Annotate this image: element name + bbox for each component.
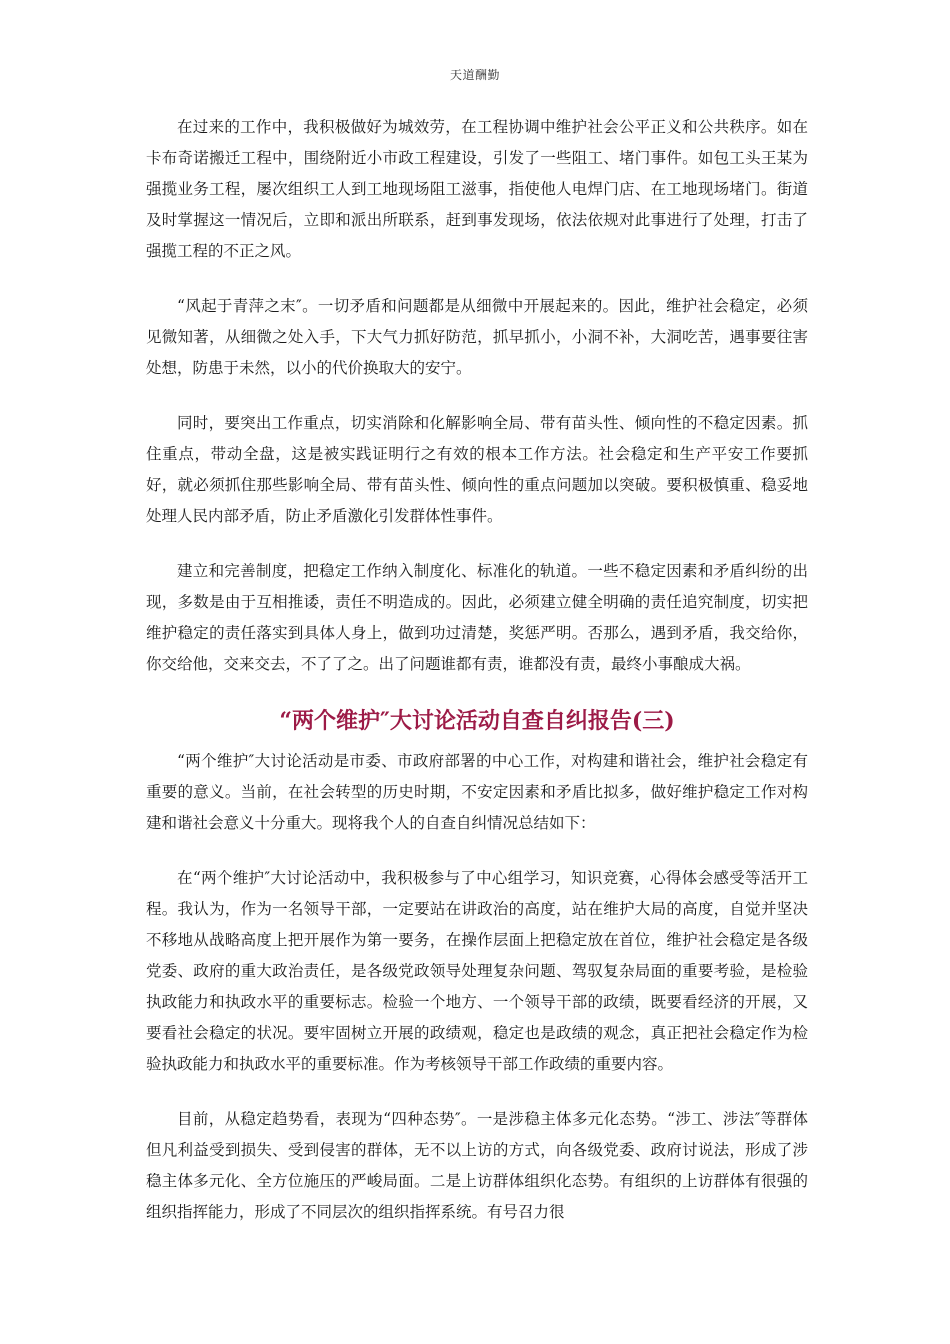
- paragraph: 目前，从稳定趋势看，表现为“四种态势″。一是涉稳主体多元化态势。“涉工、涉法″等群体但凡利益受到损失、受到侵害的群体，无不以上访的方式，向各级党委、政府讨说法，形成了涉稳主体多元化、全方位施压的严峻局面。二是上访群体组织化态势。有组织的上访群体有很强的组织指挥能力，形成了不同层次的组织指挥系统。有号召力很: [146, 1110, 808, 1221]
- paragraph: 同时，要突出工作重点，切实消除和化解影响全局、带有苗头性、倾向性的不稳定因素。抓住重点，带动全盘，这是被实践证明行之有效的根本工作方法。社会稳定和生产平安工作要抓好，就必须抓住那些影响全局、带有苗头性、倾向性的重点问题加以突破。要积极慎重、稳妥地处理人民内部矛盾，防止矛盾激化引发群体性事件。: [146, 414, 808, 525]
- page-header: 天道酬勤: [449, 68, 500, 82]
- paragraph: “风起于青萍之末″。一切矛盾和问题都是从细微中开展起来的。因此，维护社会稳定，必须见微知著，从细微之处入手，下大气力抓好防范，抓早抓小，小洞不补，大洞吃苦，遇事要往害处想，防患于未然，以小的代价换取大的安宁。: [146, 297, 808, 377]
- paragraph: “两个维护″大讨论活动是市委、市政府部署的中心工作，对构建和谐社会，维护社会稳定有重要的意义。当前，在社会转型的历史时期，不安定因素和矛盾比拟多，做好维护稳定工作对构建和谐社会意义十分重大。现将我个人的自查自纠情况总结如下：: [146, 752, 808, 832]
- paragraph: 在过来的工作中，我积极做好为城效劳，在工程协调中维护社会公平正义和公共秩序。如在卡布奇诺搬迁工程中，围绕附近小市政工程建设，引发了一些阻工、堵门事件。如包工头王某为强揽业务工程，屡次组织工人到工地现场阻工滋事，指使他人电焊门店、在工地现场堵门。街道及时掌握这一情况后，立即和派出所联系，赶到事发现场，依法依规对此事进行了处理，打击了强揽工程的不正之风。: [146, 118, 808, 260]
- section-title: “两个维护″大讨论活动自查自纠报告(三): [279, 708, 675, 734]
- paragraph: 在“两个维护″大讨论活动中，我积极参与了中心组学习，知识竞赛，心得体会感受等活开工程。我认为，作为一名领导干部，一定要站在讲政治的高度，站在维护大局的高度，自觉并坚决不移地从战略高度上把开展作为第一要务，在操作层面上把稳定放在首位，维护社会稳定是各级党委、政府的重大政治责任，是各级党政领导处理复杂问题、驾驭复杂局面的重要考验，是检验执政能力和执政水平的重要标志。检验一个地方、一个领导干部的政绩，既要看经济的开展，又要看社会稳定的状况。要牢固树立开展的政绩观，稳定也是政绩的观念，真正把社会稳定作为检验执政能力和执政水平的重要标准。作为考核领导干部工作政绩的重要内容。: [146, 869, 808, 1073]
- paragraph: 建立和完善制度，把稳定工作纳入制度化、标准化的轨道。一些不稳定因素和矛盾纠纷的出现，多数是由于互相推诿，责任不明造成的。因此，必须建立健全明确的责任追究制度，切实把维护稳定的责任落实到具体人身上，做到功过清楚，奖惩严明。否那么，遇到矛盾，我交给你，你交给他，交来交去，不了了之。出了问题谁都有责，谁都没有责，最终小事酿成大祸。: [146, 562, 808, 673]
- document-body: [146, 112, 808, 1252]
